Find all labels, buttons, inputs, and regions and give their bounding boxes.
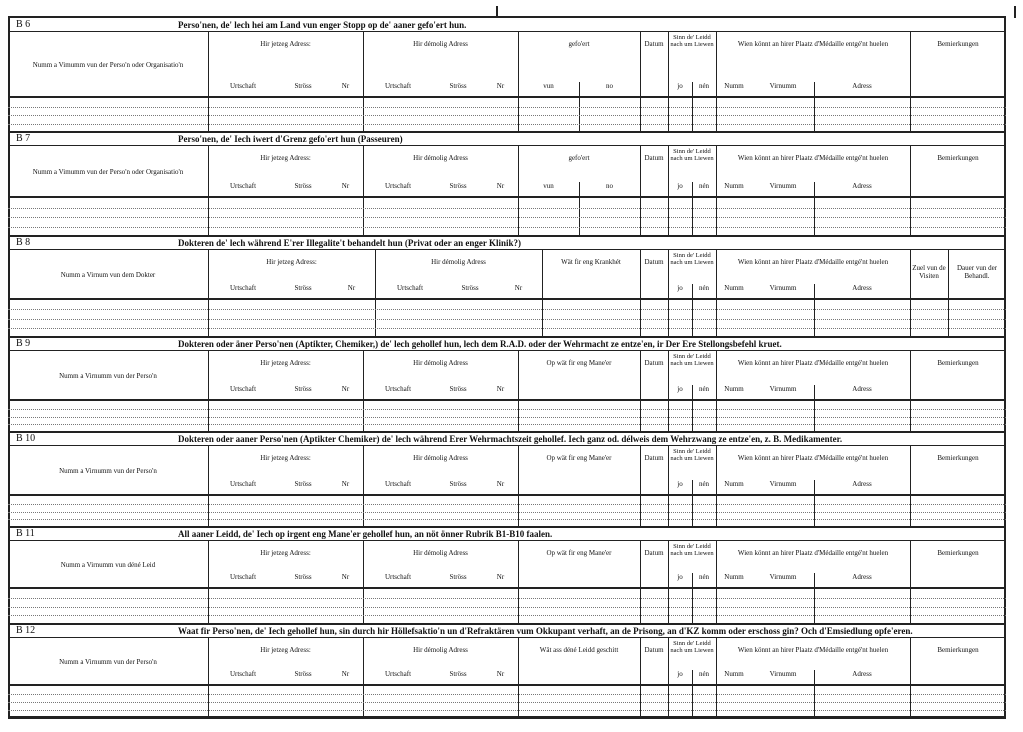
no-label: nén [698,82,710,90]
middle-column-label: gefo'ert [568,154,590,162]
yes-label: jo [677,284,683,292]
current-address-label: Hir jetzeg Adress: [260,454,311,462]
number-label: Nr [496,82,505,90]
witness-label: Wien könnt an hirer Plaatz d'Médaille entgé'nt huelen [737,154,889,162]
remarks-label: Bemierkungen [937,40,979,48]
entry-line [8,107,1006,108]
number-label: Nr [341,573,350,581]
section-b6 [8,18,1006,132]
former-address-label: Hir démolig Adress [413,359,468,367]
witness-label: Wien könnt an hirer Plaatz d'Médaille entgé'nt huelen [737,40,889,48]
middle-column-label: gefo'ert [568,40,590,48]
entry-line [8,217,1006,218]
section-title: Perso'nen, de' Iech iwert d'Grenz gefo'ert hun (Passeuren) [178,134,403,144]
section-id: B 9 [16,338,31,349]
former-address-label: Hir démolig Adress [413,454,468,462]
section-header [8,624,1006,638]
section-b11 [8,527,1006,624]
witness-name-label: Numm [724,82,744,90]
locality-label: Urtschaft [229,573,257,581]
from-label: vun [543,82,554,90]
section-b8 [8,236,1006,337]
witness-firstname-label: Virnumm [769,82,797,90]
section-title: Dokteren oder aaner Perso'nen (Aptikter Chemiker) de' lech während Erer Wehrmachtszeit gehollef. Iech ganz od. délweis dem Wehrzwang ze entze'en, z. B. Medikamenter. [178,434,843,444]
current-address-label: Hir jetzeg Adress: [260,40,311,48]
locality-label: Urtschaft [384,385,412,393]
yes-label: jo [677,670,683,678]
witness-address-label: Adress [852,385,872,393]
no-label: nén [698,670,710,678]
locality-label: Urtschaft [396,284,424,292]
street-label: Ströss [294,670,312,678]
locality-label: Urtschaft [384,82,412,90]
suffered-label: Sinn de' Leidd nach um Liewen [670,448,714,462]
section-id: B 7 [16,133,31,144]
locality-label: Urtschaft [229,284,257,292]
section-title: Waat fir Perso'nen, de' Iech gehollef hun, sin durch hir Höllefsaktio'n un d'Refraktären vum Okkupant verhaft, an de Prisong, an d'KZ komm oder erschoss gin? Och d'Emsiedlung opfe'eren. [178,626,913,636]
entry-line [8,519,1006,520]
remarks-label: Bemierkungen [937,454,979,462]
treatment-duration-label: Dauer vun der Behandl. [956,264,998,280]
section-id: B 8 [16,237,31,248]
yes-label: jo [677,82,683,90]
section-b10 [8,432,1006,527]
no-label: nén [698,284,710,292]
entry-line [8,504,1006,505]
to-label: no [606,182,613,190]
yes-label: jo [677,182,683,190]
suffered-label: Sinn de' Leidd nach um Liewen [670,640,714,654]
witness-address-label: Adress [852,82,872,90]
from-label: vun [543,182,554,190]
witness-name-label: Numm [724,480,744,488]
suffered-label: Sinn de' Leidd nach um Liewen [670,148,714,162]
entry-line [8,208,1006,209]
street-label: Ströss [449,480,467,488]
section-header [8,132,1006,146]
section-title: Dokteren de' lech während E'rer Illegalite't behandelt hun (Privat oder an enger Klinik?) [178,238,522,248]
name-column-label: Numm a Virnumm vun der Perso'n [59,372,157,380]
section-id: B 10 [16,433,36,444]
street-label: Ströss [294,385,312,393]
section-title: All aaner Leidd, de' Iech op irgent eng Mane'er gehollef hun, an nöt önner Rubrik B1-B10 faalen. [178,529,553,539]
top-mark [496,6,498,16]
entry-line [8,615,1006,616]
number-label: Nr [341,182,350,190]
number-label: Nr [496,670,505,678]
to-label: no [606,82,613,90]
number-label: Nr [514,284,523,292]
section-header [8,236,1006,250]
name-column-label: Numm a Virnumm vun der Perso'n [59,658,157,666]
witness-firstname-label: Virnumm [769,284,797,292]
middle-column-label: Wät ass déné Leidd geschitt [539,646,619,654]
date-label: Datum [644,646,664,654]
current-address-label: Hir jetzeg Adress: [260,359,311,367]
number-label: Nr [341,82,350,90]
witness-name-label: Numm [724,385,744,393]
name-column-label: Numm a Virnum vun dem Dokter [60,271,156,279]
witness-address-label: Adress [852,480,872,488]
current-address-label: Hir jetzeg Adress: [266,258,317,266]
section-title: Dokteren oder äner Perso'nen (Aptikter, Chemiker,) de' lech gehollef hun, lech dem R.A.D. oder der Wehrmacht ze entze'en, ir Der Ere Stellongsbefehl kruet. [178,339,782,349]
locality-label: Urtschaft [229,385,257,393]
section-b7 [8,132,1006,236]
middle-column-label: Wät fir eng Krankhét [561,258,621,266]
suffered-label: Sinn de' Leidd nach um Liewen [670,34,714,48]
suffered-label: Sinn de' Leidd nach um Liewen [670,353,714,367]
no-label: nén [698,182,710,190]
street-label: Ströss [294,573,312,581]
number-label: Nr [341,670,350,678]
entry-line [8,115,1006,116]
entry-line [8,598,1006,599]
name-column-label: Numm a Virnumm vun déné Leid [60,561,156,569]
locality-label: Urtschaft [384,480,412,488]
street-label: Ströss [294,82,312,90]
number-label: Nr [347,284,356,292]
date-label: Datum [644,454,664,462]
entry-line [8,124,1006,125]
entry-line [8,309,1006,310]
date-label: Datum [644,549,664,557]
street-label: Ströss [294,480,312,488]
name-column-label: Numm a Virnumm vun der Perso'n [59,467,157,475]
former-address-label: Hir démolig Adress [431,258,486,266]
street-label: Ströss [449,573,467,581]
witness-label: Wien könnt an hirer Plaatz d'Médaille entgé'nt huelen [737,549,889,557]
street-label: Ströss [461,284,479,292]
witness-address-label: Adress [852,182,872,190]
witness-label: Wien könnt an hirer Plaatz d'Médaille entgé'nt huelen [737,454,889,462]
middle-column-label: Op wät fir eng Mane'er [546,454,612,462]
former-address-label: Hir démolig Adress [413,646,468,654]
witness-name-label: Numm [724,284,744,292]
entry-line [8,512,1006,513]
section-separator [8,717,1006,719]
entry-line [8,417,1006,418]
witness-label: Wien könnt an hirer Plaatz d'Médaille entgé'nt huelen [737,258,889,266]
name-column-label: Numm a Vimumm vun der Perso'n oder Organisatio'n [32,168,184,176]
number-label: Nr [341,385,350,393]
no-label: nén [698,573,710,581]
street-label: Ströss [449,82,467,90]
street-label: Ströss [449,670,467,678]
former-address-label: Hir démolig Adress [413,40,468,48]
street-label: Ströss [294,182,312,190]
date-label: Datum [644,258,664,266]
witness-firstname-label: Virnumm [769,385,797,393]
section-header [8,527,1006,541]
witness-address-label: Adress [852,573,872,581]
number-label: Nr [341,480,350,488]
locality-label: Urtschaft [384,670,412,678]
entry-line [8,328,1006,329]
no-label: nén [698,385,710,393]
date-label: Datum [644,154,664,162]
remarks-label: Bemierkungen [937,359,979,367]
section-id: B 6 [16,19,31,30]
witness-firstname-label: Virnumm [769,182,797,190]
entry-line [8,319,1006,320]
locality-label: Urtschaft [229,182,257,190]
locality-label: Urtschaft [229,670,257,678]
section-id: B 11 [16,528,35,539]
yes-label: jo [677,573,683,581]
section-header [8,18,1006,32]
current-address-label: Hir jetzeg Adress: [260,549,311,557]
no-label: nén [698,480,710,488]
middle-column-label: Op wät fir eng Mane'er [546,359,612,367]
entry-line [8,694,1006,695]
yes-label: jo [677,385,683,393]
section-b12 [8,624,1006,718]
entry-line [8,424,1006,425]
remarks-label: Bemierkungen [937,549,979,557]
name-column-label: Numm a Vimumm vun der Perso'n oder Organisatio'n [32,61,184,69]
date-label: Datum [644,40,664,48]
remarks-label: Bemierkungen [937,646,979,654]
witness-firstname-label: Virnumm [769,480,797,488]
witness-address-label: Adress [852,284,872,292]
locality-label: Urtschaft [229,480,257,488]
section-b9 [8,337,1006,432]
section-id: B 12 [16,625,36,636]
number-label: Nr [496,573,505,581]
number-label: Nr [496,182,505,190]
visits-label: Zuel vun de Visiten [912,264,946,280]
section-header [8,432,1006,446]
witness-address-label: Adress [852,670,872,678]
entry-line [8,607,1006,608]
locality-label: Urtschaft [384,182,412,190]
street-label: Ströss [449,385,467,393]
date-label: Datum [644,359,664,367]
witness-name-label: Numm [724,182,744,190]
remarks-label: Bemierkungen [937,154,979,162]
entry-line [8,227,1006,228]
street-label: Ströss [449,182,467,190]
witness-firstname-label: Virnumm [769,573,797,581]
witness-name-label: Numm [724,670,744,678]
suffered-label: Sinn de' Leidd nach um Liewen [670,252,714,266]
current-address-label: Hir jetzeg Adress: [260,154,311,162]
locality-label: Urtschaft [229,82,257,90]
entry-line [8,702,1006,703]
section-header [8,337,1006,351]
locality-label: Urtschaft [384,573,412,581]
current-address-label: Hir jetzeg Adress: [260,646,311,654]
section-title: Perso'nen, de' lech hei am Land vun enger Stopp op de' aaner gefo'ert hun. [178,20,467,30]
suffered-label: Sinn de' Leidd nach um Liewen [670,543,714,557]
witness-firstname-label: Virnumm [769,670,797,678]
street-label: Ströss [294,284,312,292]
former-address-label: Hir démolig Adress [413,154,468,162]
entry-line [8,409,1006,410]
yes-label: jo [677,480,683,488]
entry-line [8,710,1006,711]
witness-label: Wien könnt an hirer Plaatz d'Médaille entgé'nt huelen [737,646,889,654]
number-label: Nr [496,480,505,488]
witness-label: Wien könnt an hirer Plaatz d'Médaille entgé'nt huelen [737,359,889,367]
former-address-label: Hir démolig Adress [413,549,468,557]
side-mark [1014,6,1016,18]
number-label: Nr [496,385,505,393]
witness-name-label: Numm [724,573,744,581]
middle-column-label: Op wät fir eng Mane'er [546,549,612,557]
